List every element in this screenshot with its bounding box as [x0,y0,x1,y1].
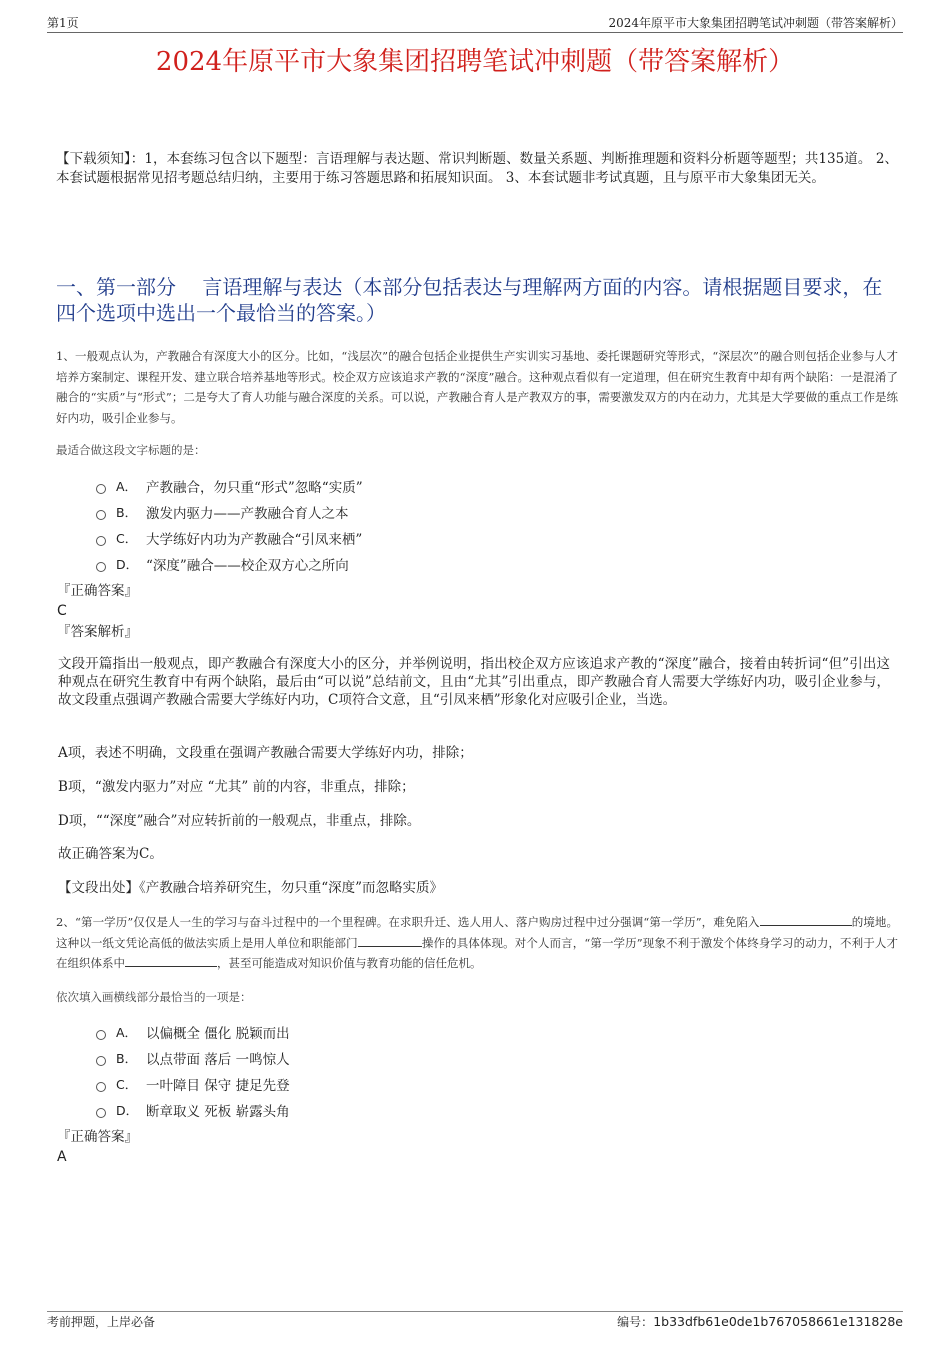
radio-icon[interactable] [96,510,106,520]
question-1-prompt: 最适合做这段文字标题的是： [56,443,206,457]
option-text: 以偏概全 僵化 脱颖而出 [146,1026,290,1042]
radio-icon[interactable] [96,1108,106,1118]
option-letter: A． [116,1025,138,1040]
option-letter: C． [116,531,138,546]
option-text: 断章取义 死板 崭露头角 [146,1104,290,1120]
radio-icon[interactable] [96,1030,106,1040]
fill-blank [760,913,852,926]
code-value: 1b33dfb61e0de1b767058661e131828e [653,1314,903,1329]
option-text: “深度”融合——校企双方心之所向 [146,558,349,574]
option-text: 一叶障目 保守 捷足先登 [146,1078,290,1094]
page-number: 第1页 [47,16,79,30]
analysis-option-a: A项，表述不明确，文段重在强调产教融合需要大学练好内功，排除； [58,745,473,761]
answer-label: 『正确答案』 [57,1129,138,1145]
option-c[interactable] [96,525,363,551]
analysis-conclusion: 故正确答案为C。 [58,846,163,862]
question-2-stem [56,912,898,974]
option-c[interactable] [96,1071,290,1097]
footer-slogan: 考前押题，上岸必备 [47,1315,156,1329]
answer-value: A [57,1149,67,1165]
option-letter: B． [116,505,138,520]
radio-icon[interactable] [96,1082,106,1092]
analysis-option-b: B项，“激发内驱力”对应 “尤其” 前的内容，非重点，排除； [58,779,415,795]
option-text: 激发内驱力——产教融合育人之本 [146,506,349,522]
option-a[interactable] [96,1019,290,1045]
analysis-option-d: D项，““深度”融合”对应转折前的一般观点，非重点，排除。 [58,813,421,829]
option-b[interactable] [96,499,363,525]
option-b[interactable] [96,1045,290,1071]
answer-value: C [57,603,67,619]
option-letter: D． [116,1103,139,1118]
option-letter: C． [116,1077,138,1092]
option-a[interactable] [96,473,363,499]
page-footer [47,1311,903,1334]
fill-blank [358,934,422,947]
option-letter: A． [116,479,138,494]
download-notice: 【下载须知】：1，本套练习包含以下题型：言语理解与表达题、常识判断题、数量关系题、判断推理题和资料分析题等题型；共135道。 2、本套试题根据常见招考题总结归纳，主要用于练习答题思路和拓展知识面。 3、本套试题非考试真题，且与原平市大象集团无关。 [56,151,898,186]
radio-icon[interactable] [96,536,106,546]
option-letter: D． [116,557,139,572]
option-d[interactable] [96,551,363,577]
question-2-options [96,1019,290,1123]
passage-source: 【文段出处】《产教融合培养研究生，勿只重“深度”而忽略实质》 [58,880,444,896]
stem-part: 2、“第一学历”仅仅是人一生的学习与奋斗过程中的一个里程碑。在求职升迁、选人用人、落户购房过程中过分强调“第一学历”，难免陷入 [56,915,760,929]
radio-icon[interactable] [96,1056,106,1066]
option-letter: B． [116,1051,138,1066]
analysis-label: 『答案解析』 [57,624,138,640]
stem-part: 的境地。这种以一纸文凭论高低的做法实质上是用人单位和职能部门 [56,915,899,950]
question-1-options [96,473,363,577]
answer-label: 『正确答案』 [57,583,138,599]
header-doc-title: 2024年原平市大象集团招聘笔试冲刺题（带答案解析） [608,16,903,30]
question-1-stem: 1、一般观点认为，产教融合有深度大小的区分。比如，“浅层次”的融合包括企业提供生产实训实习基地、委托课题研究等形式，“深层次”的融合则包括企业参与人才培养方案制定、课程开发、建立联合培养基地等形式。校企双方应该追求产教的“深度”融合。这种观点看似有一定道理，但在研究生教育中却有两个缺陷：一是混淆了融合的“实质”与“形式”；二是夸大了育人功能与融合深度的关系。可以说，产教融合育人是产教双方的事，需要激发双方的内在动力，尤其是大学要做的重点工作是练好内功，吸引企业参与。 [56,349,898,425]
page-header [47,14,903,33]
radio-icon[interactable] [96,562,106,572]
question-2-prompt: 依次填入画横线部分最恰当的一项是： [56,990,252,1004]
footer-code [617,1312,903,1334]
option-text: 以点带面 落后 一鸣惊人 [146,1052,290,1068]
analysis-paragraph: 文段开篇指出一般观点，即产教融合有深度大小的区分，并举例说明，指出校企双方应该追求产教的“深度”融合，接着由转折词“但”引出这种观点在研究生教育中有两个缺陷，最后由“可以说”总结前文，且由“尤其”引出重点，即产教融合育人需要大学练好内功，吸引企业参与，故文段重点强调产教融合需要大学练好内功，C项符合文意，且“引凤来栖”形象化对应吸引企业，当选。 [58,656,890,708]
stem-part: 操作的具体体现。对个人而言，“第一学历”现象不利于激发个体终身学习的动力，不利于人才在组织体系中 [56,935,898,970]
page-title: 2024年原平市大象集团招聘笔试冲刺题（带答案解析） [155,47,795,77]
section-heading: 一、第一部分 言语理解与表达（本部分包括表达与理解两方面的内容。请根据题目要求，在四个选项中选出一个最恰当的答案。） [56,275,883,325]
code-label: 编号： [617,1315,654,1329]
fill-blank [125,954,217,967]
option-text: 产教融合，勿只重“形式”忽略“实质” [146,480,363,496]
stem-part: ，甚至可能造成对知识价值与教育功能的信任危机。 [217,956,482,970]
option-text: 大学练好内功为产教融合“引凤来栖” [146,532,363,548]
radio-icon[interactable] [96,484,106,494]
option-d[interactable] [96,1097,290,1123]
